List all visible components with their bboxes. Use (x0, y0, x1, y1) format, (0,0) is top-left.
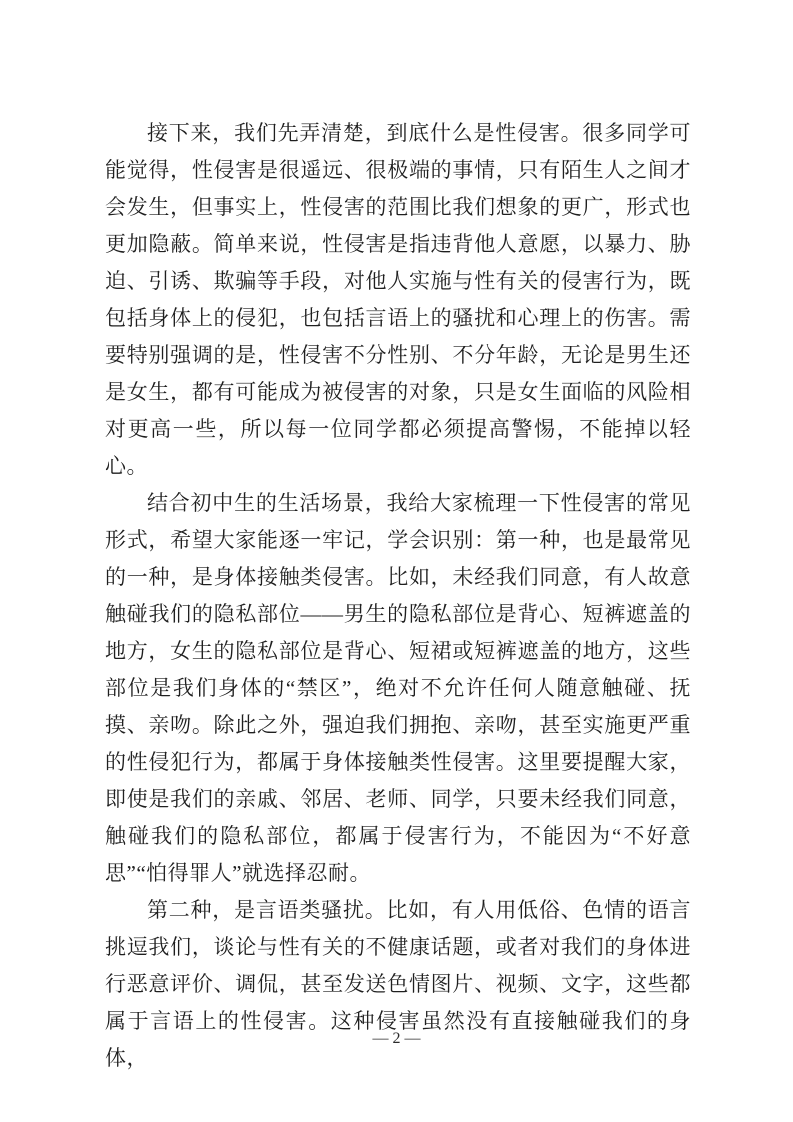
page-number: — 2 — (372, 1030, 421, 1047)
body-paragraph: 结合初中生的生活场景，我给大家梳理一下性侵害的常见形式，希望大家能逐一牢记，学会识别：第一种，也是最常见的一种，是身体接触类侵害。比如，未经我们同意，有人故意触碰我们的隐私部位——男生的隐私部位是背心、短裤遮盖的地方，女生的隐私部位是背心、短裙或短裤遮盖的地方，这些部位是我们身体的“禁区”，绝对不允许任何人随意触碰、抚摸、亲吻。除此之外，强迫我们拥抱、亲吻，甚至实施更严重的性侵犯行为，都属于身体接触类性侵害。这里要提醒大家，即使是我们的亲戚、邻居、老师、同学，只要未经我们同意，触碰我们的隐私部位，都属于侵害行为，不能因为“不好意思”“怕得罪人”就选择忍耐。 (105, 491, 691, 885)
document-body (105, 115, 691, 1077)
body-paragraph: 接下来，我们先弄清楚，到底什么是性侵害。很多同学可能觉得，性侵害是很遥远、很极端的事情，只有陌生人之间才会发生，但事实上，性侵害的范围比我们想象的更广，形式也更加隐蔽。简单来说，性侵害是指违背他人意愿，以暴力、胁迫、引诱、欺骗等手段，对他人实施与性有关的侵害行为，既包括身体上的侵犯，也包括言语上的骚扰和心理上的伤害。需要特别强调的是，性侵害不分性别、不分年龄，无论是男生还是女生，都有可能成为被侵害的对象，只是女生面临的风险相对更高一些，所以每一位同学都必须提高警惕，不能掉以轻心。 (105, 121, 691, 478)
body-paragraph: 第二种，是言语类骚扰。比如，有人用低俗、色情的语言挑逗我们，谈论与性有关的不健康话题，或者对我们的身体进行恶意评价、调侃，甚至发送色情图片、视频、文字，这些都属于言语上的性侵害。这种侵害虽然没有直接触碰我们的身体， (105, 898, 691, 1070)
